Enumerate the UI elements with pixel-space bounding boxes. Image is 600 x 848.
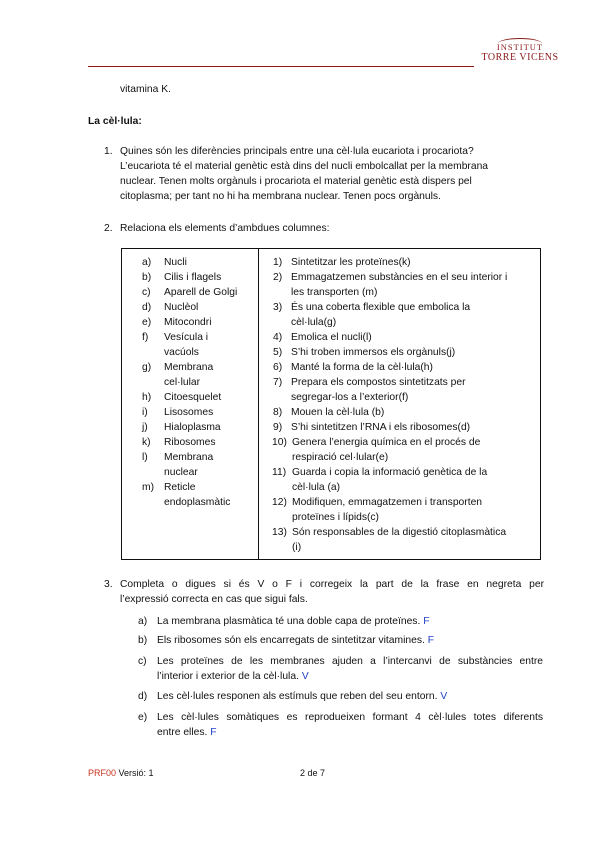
item-label: 1)	[273, 257, 283, 268]
statement-line	[157, 614, 543, 629]
right-item	[273, 525, 536, 555]
item-label: c)	[142, 287, 151, 298]
item-text: Són responsables de la digestió citoplasmàtica	[292, 527, 507, 538]
item-label: g)	[142, 362, 152, 373]
item-text: Emolica el nucli(l)	[291, 332, 372, 343]
left-item	[142, 360, 258, 390]
item-label: h)	[142, 392, 152, 403]
left-item	[142, 450, 258, 480]
item-text: Hialoplasma	[164, 422, 221, 433]
item-label: 9)	[273, 422, 283, 433]
item-text: Sintetitzar les proteïnes(k)	[291, 257, 411, 268]
question-number: 2.	[104, 223, 113, 234]
right-item	[273, 465, 536, 495]
item-label: a)	[142, 257, 152, 268]
right-item	[273, 495, 536, 525]
answer-mark: F	[423, 616, 430, 627]
left-item	[142, 390, 258, 405]
right-item	[273, 345, 536, 360]
item-text: Membrana	[164, 362, 214, 373]
item-label: 5)	[273, 347, 283, 358]
item-text: segregar-los a l’exterior(f)	[291, 392, 409, 403]
item-text: les transporten (m)	[291, 287, 378, 298]
question-text: Completa o digues si és V o F i corregeix la part de la frase en negreta per	[120, 579, 544, 590]
statement-text: l’interior i exterior de la cèl·lula.	[157, 671, 299, 682]
statement-body	[157, 710, 543, 740]
item-text: Mitocondri	[164, 317, 212, 328]
item-label: 4)	[273, 332, 283, 343]
item-label: 10)	[272, 437, 287, 448]
item-label: e)	[138, 712, 148, 723]
item-label: 11)	[272, 467, 287, 478]
right-item	[273, 360, 536, 375]
item-text: cèl·lula (a)	[292, 482, 341, 493]
answer-line: nuclear. Tenen molts orgànuls i procariota el material genètic està dispers pel	[120, 176, 472, 187]
item-label: 7)	[273, 377, 283, 388]
item-text: vacúols	[164, 347, 199, 358]
item-text: Aparell de Golgi	[164, 287, 238, 298]
item-text: Genera l’energia química en el procés de	[292, 437, 481, 448]
item-text: proteïnes i lípids(c)	[292, 512, 379, 523]
statement-body	[157, 689, 543, 704]
item-label: 8)	[273, 407, 283, 418]
question-text: Relaciona els elements d’ambdues columnes:	[120, 223, 330, 234]
question-text: l’expressió correcta en cas que sigui fals.	[120, 594, 308, 605]
statement-line	[157, 725, 543, 740]
item-text: Reticle	[164, 482, 196, 493]
item-text: endoplasmàtic	[164, 497, 231, 508]
item-label: k)	[142, 437, 151, 448]
item-label: 2)	[273, 272, 283, 283]
item-label: 3)	[273, 302, 283, 313]
statement-line	[157, 689, 543, 704]
item-text: Prepara els compostos sintetitzats per	[291, 377, 466, 388]
statement-text: Les cèl·lules somàtiques es reprodueixen formant 4 cèl·lules totes diferents	[157, 712, 543, 723]
header-rule	[88, 66, 474, 67]
left-item	[142, 420, 258, 435]
statement-line	[157, 633, 543, 648]
statement-line	[157, 710, 543, 725]
left-item	[142, 330, 258, 360]
logo-arc	[498, 38, 542, 49]
statement-text: Les proteïnes de les membranes ajuden a l’intercanvi de substàncies entre	[157, 656, 543, 667]
right-item	[273, 270, 536, 300]
item-label: j)	[142, 422, 148, 433]
statement-body	[157, 614, 543, 629]
statement-line	[157, 654, 543, 669]
page-number: 2 de 7	[300, 768, 326, 778]
left-item	[142, 300, 258, 315]
statement-text: Les cèl·lules responen als estímuls que reben del seu entorn.	[157, 691, 438, 702]
item-text: Membrana	[164, 452, 214, 463]
right-item	[273, 375, 536, 405]
question-number: 3.	[104, 579, 113, 590]
item-label: 6)	[273, 362, 283, 373]
right-item	[273, 420, 536, 435]
item-text: Cilis i flagels	[164, 272, 222, 283]
item-text: S’hi troben immersos els orgànuls(j)	[291, 347, 456, 358]
left-item	[142, 255, 258, 270]
item-text: Citoesquelet	[164, 392, 222, 403]
institut-logo	[470, 38, 570, 72]
item-text: Nucli	[164, 257, 187, 268]
item-text: Guarda i copia la informació genètica de la	[292, 467, 488, 478]
answer-mark: V	[301, 671, 309, 682]
section-title: La cèl·lula:	[88, 116, 142, 127]
statement-body	[157, 633, 543, 648]
item-label: 12)	[272, 497, 287, 508]
answer-line: L’eucariota té el material genètic està dins del nucli embolcallat per la membrana	[120, 161, 489, 172]
right-item	[273, 300, 536, 330]
item-text: Modifiquen, emmagatzemen i transporten	[292, 497, 483, 508]
item-text: Emmagatzemen substàncies en el seu interior i	[291, 272, 508, 283]
item-label: 13)	[272, 527, 287, 538]
left-column	[122, 249, 259, 560]
right-column	[259, 249, 541, 560]
item-text: Lisosomes	[164, 407, 214, 418]
item-text: nuclear	[164, 467, 198, 478]
item-text: Nuclèol	[164, 302, 199, 313]
item-text: Mouen la cèl·lula (b)	[291, 407, 385, 418]
item-text: (i)	[292, 542, 302, 553]
right-item	[273, 255, 536, 270]
item-text: S’hi sintetitzen l’RNA i els ribosomes(d)	[291, 422, 471, 433]
relation-table	[121, 248, 541, 560]
answer-mark: F	[210, 727, 217, 738]
answer-mark: V	[440, 691, 448, 702]
left-item	[142, 435, 258, 450]
item-label: i)	[142, 407, 148, 418]
left-item	[142, 285, 258, 300]
right-item	[273, 405, 536, 420]
logo-line1: INSTITUT	[496, 42, 544, 52]
item-label: a)	[138, 616, 148, 627]
statement-text: La membrana plasmàtica té una doble capa de proteïnes.	[157, 616, 421, 627]
left-item	[142, 480, 258, 510]
item-label: c)	[138, 656, 147, 667]
item-label: m)	[142, 482, 155, 493]
doc-code: PRF00	[88, 768, 117, 778]
footer-left	[88, 766, 154, 781]
item-label: d)	[142, 302, 152, 313]
item-text: respiració cel·lular(e)	[292, 452, 389, 463]
answer-mark: F	[427, 635, 435, 646]
left-item	[142, 270, 258, 285]
item-text: cèl·lula(g)	[291, 317, 337, 328]
logo-line2: TORRE VICENS	[481, 52, 559, 63]
right-item	[273, 330, 536, 345]
item-text: Manté la forma de la cèl·lula(h)	[291, 362, 433, 373]
item-text: Vesícula i	[164, 332, 209, 343]
item-label: d)	[138, 691, 148, 702]
question-number: 1.	[104, 146, 113, 157]
item-label: b)	[142, 272, 152, 283]
doc-version: Versió: 1	[118, 768, 154, 778]
statement-body	[157, 654, 543, 684]
intro-fragment: vitamina K.	[120, 84, 171, 95]
answer-line: citoplasma; per tant no hi ha membrana nuclear. Tenen pocs orgànuls.	[120, 191, 441, 202]
item-text: És una coberta flexible que embolica la	[291, 302, 471, 313]
item-label: b)	[138, 635, 148, 646]
item-label: f)	[142, 332, 149, 343]
item-text: Ribosomes	[164, 437, 216, 448]
left-item	[142, 405, 258, 420]
item-label: e)	[142, 317, 152, 328]
right-item	[273, 435, 536, 465]
statement-line	[157, 669, 543, 684]
statement-text: entre elles.	[157, 727, 208, 738]
statement-text: Els ribosomes són els encarregats de sintetitzar vitamines.	[157, 635, 425, 646]
item-label: l)	[142, 452, 148, 463]
left-item	[142, 315, 258, 330]
question-text: Quines són les diferències principals entre una cèl·lula eucariota i procariota?	[120, 146, 474, 157]
item-text: cel·lular	[164, 377, 201, 388]
